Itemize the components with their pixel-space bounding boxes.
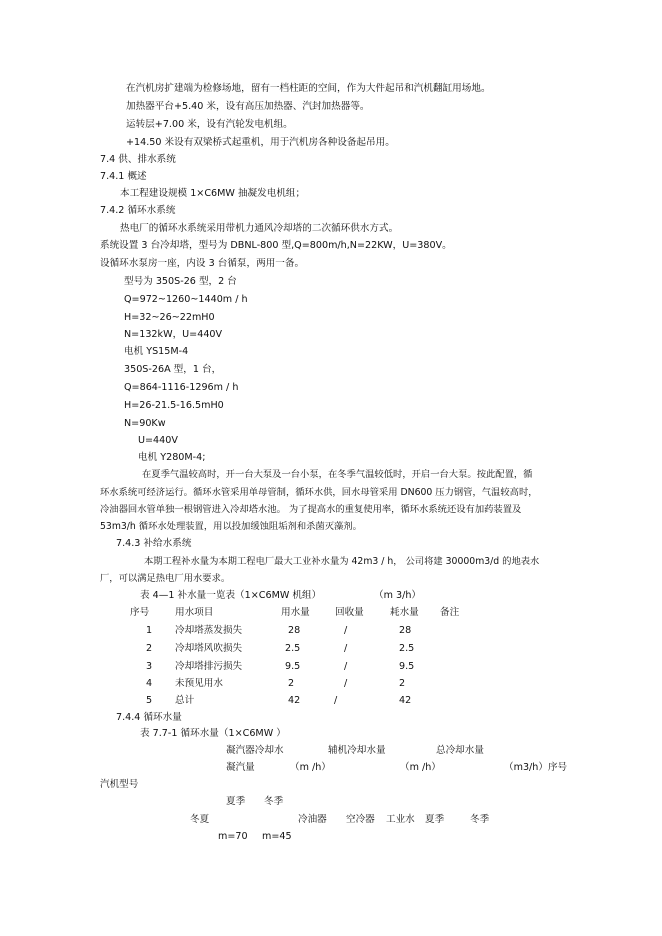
- table-header-cell: （m3/h）序号: [504, 762, 568, 773]
- table-header-cell: 夏季: [425, 814, 445, 825]
- paragraph-line: 本期工程补水量为本期工程电厂最大工业补水量为 42m3 / h， 公司将建 30000m3/d 的地表水: [144, 556, 540, 567]
- paragraph-line: 加热器平台+5.40 米，设有高压加热器、汽封加热器等。: [126, 101, 370, 112]
- section-heading: 7.4.4 循环水量: [116, 712, 182, 723]
- table-header-cell: m=45: [262, 831, 292, 842]
- table-cell: 2.5: [285, 643, 301, 654]
- table-header-cell: 用水量: [281, 607, 310, 618]
- table-header-cell: （m /h）: [290, 762, 331, 773]
- table-header-cell: 耗水量: [390, 607, 419, 618]
- spec-line: 电机 YS15M-4: [124, 346, 189, 357]
- table-cell: 1: [146, 625, 153, 636]
- spec-line: 型号为 350S-26 型，2 台: [124, 276, 237, 287]
- table-cell: 42: [399, 695, 412, 706]
- spec-line: U=440V: [138, 435, 178, 446]
- section-heading: 7.4 供、排水系统: [100, 154, 176, 165]
- table-cell: /: [344, 661, 348, 672]
- table-cell: 42: [288, 695, 301, 706]
- table-cell: 总计: [175, 695, 195, 706]
- spec-line: 电机 Y280M-4;: [138, 452, 206, 463]
- table-cell: 28: [399, 625, 412, 636]
- table-header-cell: （m /h）: [400, 762, 441, 773]
- table-cell: 28: [288, 625, 301, 636]
- paragraph-line: 在夏季气温较高时，开一台大泵及一台小泵，在冬季气温较低时，开启一台大泵。按此配置，循: [142, 469, 533, 480]
- paragraph-line: 本工程建设规模 1×C6MW 抽凝发电机组；: [120, 188, 306, 199]
- section-heading: 7.4.2 循环水系统: [100, 205, 176, 216]
- table-cell: /: [344, 678, 348, 689]
- paragraph-line: 厂，可以满足热电厂用水要求。: [100, 573, 231, 584]
- table-header-cell: 备注: [440, 607, 460, 618]
- table-header-cell: 冬季: [264, 796, 284, 807]
- table-header-cell: 凝汽器冷却水: [226, 745, 284, 756]
- table-header-cell: 冬季: [470, 814, 490, 825]
- paragraph-line: 热电厂的循环水系统采用带机力通风冷却塔的二次循环供水方式。: [120, 223, 399, 234]
- table-cell: /: [334, 695, 338, 706]
- spec-line: H=26-21.5-16.5mH0: [124, 400, 224, 411]
- table-cell: 未预见用水: [175, 678, 223, 689]
- table-title: 表 7.7-1 循环水量（1×C6MW ）: [140, 728, 286, 739]
- spec-line: N=132kW，U=440V: [124, 329, 223, 340]
- spec-line: 350S-26A 型，1 台，: [124, 364, 222, 375]
- table-header-cell: 序号: [130, 607, 150, 618]
- spec-line: H=32~26~22mH0: [124, 312, 215, 323]
- paragraph-line: 冷油器回水管单独一根钢管进入冷却塔水池。 为了提高水的重复使用率，循环水系统还设有加药装置及: [100, 504, 522, 515]
- table-header-cell: 冷油器: [298, 814, 327, 825]
- table-cell: 9.5: [285, 661, 301, 672]
- paragraph-line: +14.50 米设有双梁桥式起重机，用于汽机房各种设备起吊用。: [126, 137, 395, 148]
- table-header-cell: 汽机型号: [100, 779, 139, 790]
- table-header-cell: 夏季: [226, 796, 246, 807]
- table-cell: 5: [146, 695, 153, 706]
- table-header-cell: 工业水: [386, 814, 415, 825]
- paragraph-line: 在汽机房扩建端为检修场地，留有一档柱距的空间，作为大件起吊和汽机翻缸用场地。: [126, 83, 491, 94]
- table-cell: 冷却塔风吹损失: [175, 643, 243, 654]
- spec-line: N=90Kw: [124, 418, 166, 429]
- table-cell: 2.5: [399, 643, 415, 654]
- table-header-cell: 辅机冷却水量: [328, 745, 386, 756]
- table-header-cell: 空冷器: [346, 814, 375, 825]
- table-cell: 9.5: [399, 661, 415, 672]
- table-cell: /: [344, 643, 348, 654]
- paragraph-line: 系统设置 3 台冷却塔，型号为 DBNL-800 型,Q=800m/h,N=22KW，U=380V。: [100, 240, 452, 251]
- table-cell: 4: [146, 678, 153, 689]
- table-cell: 2: [146, 643, 153, 654]
- table-cell: 冷却塔排污损失: [175, 661, 243, 672]
- table-header-cell: 凝汽量: [226, 762, 255, 773]
- table-cell: 2: [288, 678, 295, 689]
- table-cell: 2: [399, 678, 406, 689]
- table-cell: 3: [146, 661, 153, 672]
- spec-line: Q=864-1116-1296m / h: [124, 382, 239, 393]
- section-heading: 7.4.1 概述: [100, 171, 147, 182]
- table-unit: （m 3/h）: [374, 590, 421, 601]
- table-cell: 冷却塔蒸发损失: [175, 625, 243, 636]
- spec-line: Q=972~1260~1440m / h: [124, 294, 248, 305]
- paragraph-line: 53m3/h 循环水处理装置，用以投加缓蚀阻垢剂和杀菌灭藻剂。: [100, 521, 362, 532]
- table-header-cell: 总冷却水量: [436, 745, 484, 756]
- paragraph-line: 环水系统可经济运行。循环水管采用单母管制，循环水供，回水母管采用 DN600 压力钢管，气温较高时，: [100, 487, 538, 498]
- table-header-cell: m=70: [218, 831, 248, 842]
- table-header-cell: 回收量: [335, 607, 364, 618]
- table-header-cell: 用水项目: [175, 607, 214, 618]
- paragraph-line: 设循环水泵房一座，内设 3 台循泵，两用一备。: [100, 258, 305, 269]
- table-header-cell: 冬夏: [190, 814, 210, 825]
- table-cell: /: [344, 625, 348, 636]
- table-title: 表 4—1 补水量一览表（1×C6MW 机组）: [140, 590, 322, 601]
- section-heading: 7.4.3 补给水系统: [116, 538, 192, 549]
- paragraph-line: 运转层+7.00 米，设有汽轮发电机组。: [126, 119, 293, 130]
